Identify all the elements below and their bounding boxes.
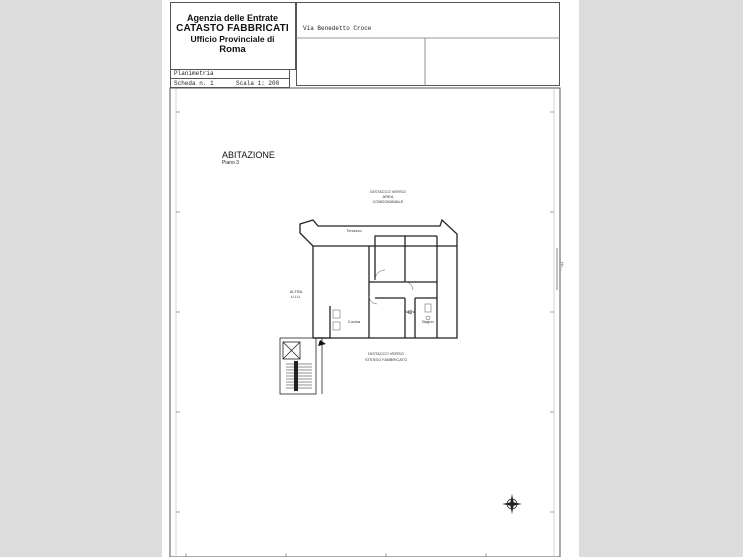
drawing-title: ABITAZIONE [222, 150, 275, 160]
catasto-title: CATASTO FABBRICATI [176, 23, 289, 34]
agency-name: Agenzia delle Entrate [186, 13, 279, 23]
room-bath2-label: Bagno [422, 319, 434, 324]
label-bottom-1: DISTACCO VERSO [368, 351, 404, 356]
compass-icon [502, 494, 522, 514]
label-bottom-2: STESSO FABBRICATO [364, 357, 408, 362]
label-left-1: ALTRA [289, 289, 303, 294]
address-text: Via Benedetto Croce [303, 25, 372, 32]
room-bath1-label: Bagno [404, 309, 416, 314]
stair-block [280, 338, 330, 394]
floor-label: Piano 3 [222, 160, 239, 166]
plan-label: Planimetria [174, 70, 214, 77]
label-top-1: DISTACCO VERSO [370, 189, 406, 194]
room-terrace-label: Terrazzo [346, 228, 362, 233]
frame-ticks [176, 112, 554, 557]
label-top-3: CONDOMINIALE [372, 199, 404, 204]
room-kitchen-label: Cucina [347, 319, 361, 324]
office-city: Roma [219, 44, 246, 55]
label-top-2: AREA [382, 194, 394, 199]
stair-steps [286, 364, 312, 388]
scheda-number: Scheda n. 1 [174, 80, 214, 87]
label-left-2: U.I.U. [290, 294, 302, 299]
stair-rail [294, 361, 298, 391]
scale-label: Scala 1: 200 [236, 80, 280, 87]
drawing-frame [170, 88, 560, 557]
office-label: Ufficio Provinciale di [190, 34, 275, 44]
right-dimension-label: H=... [560, 262, 565, 271]
